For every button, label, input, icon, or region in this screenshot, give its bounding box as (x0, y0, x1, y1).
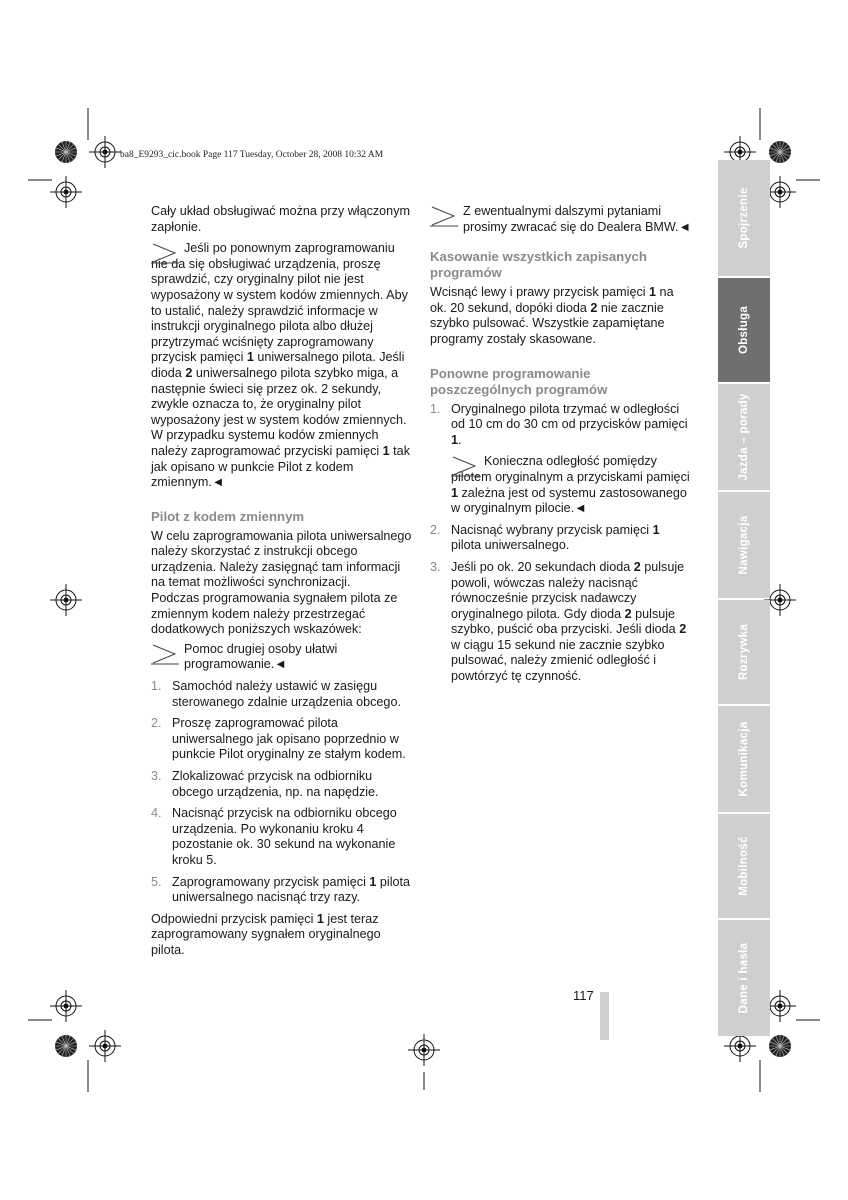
list-item: 3. Jeśli po ok. 20 sekundach dioda 2 pulsuje powoli, wówczas należy nacisnąć równocześnie przycisk nadawczy oryginalnego pilota. Gdy dioda 2 pulsuje szybko, puścić oba przyciski. Jeśli dioda 2 w ciągu 15 sekund nie zacznie szybko pulsować, należy zmienić odległość i powtórzyć tę czynność. (430, 559, 687, 684)
list-item-note (430, 454, 692, 516)
tab-nawigacja[interactable]: Nawigacja (718, 492, 770, 598)
heading-rolling-code: Pilot z kodem zmiennym (151, 508, 305, 524)
page-number: 117 (573, 988, 594, 1003)
note-reprogramming: Jeśli po ponownym zaprogramowaniu nie da się obsługiwać urządzenia, proszę sprawdzić, czy oryginalny pilot nie jest wyposażony w system kodów zmiennych. Aby to ustalić, należy sprawdzić informacje w instrukcji oryginalnego pilota albo dłużej przytrzymać wciśnięty zaprogramowany przycisk pamięci 1 uniwersalnego pilota. Jeśli dioda 2 uniwersalnego pilota szybko miga, a następnie świeci się przez ok. 2 sekundy, zwykle oznacza to, że oryginalny pilot wyposażony jest w system kodów zmiennych. W przypadku systemu kodów zmiennych należy zaprogramować przyciski pamięci 1 tak jak opisano w punkcie Pilot z kodem zmiennym.◄ (151, 241, 410, 490)
tab-spojrzenie[interactable]: Spojrzenie (718, 160, 770, 276)
closing-paragraph: Odpowiedni przycisk pamięci 1 jest teraz zaprogramowany sygnałem oryginalnego pilota. (151, 911, 381, 957)
heading-reprogram-single: Ponowne programowanie poszczególnych programów (430, 365, 608, 397)
reprogram-steps (430, 402, 692, 685)
list-item: 1. Samochód należy ustawić w zasięgu sterowanego zdalnie urządzenia obcego. (151, 679, 401, 709)
note-triangle-icon (151, 643, 179, 665)
file-info-header: ba8_E9293_cic.book Page 117 Tuesday, October 28, 2008 10:32 AM (120, 150, 384, 160)
note-dealer: Z ewentualnymi dalszymi pytaniami prosimy zwracać się do Dealera BMW.◄ (430, 204, 692, 235)
list-item: 2. Proszę zaprogramować pilota uniwersalnego jak opisano poprzednio w punkcie Pilot oryginalny ze stałym kodem. (151, 716, 406, 762)
rolling-code-paragraph-2: Podczas programowania sygnałem pilota ze zmiennym kodem należy przestrzegać dodatkowych poniższych wskazówek: (151, 591, 398, 637)
note-triangle-icon (151, 242, 179, 264)
right-column (430, 204, 692, 685)
rolling-code-paragraph-1: W celu zaprogramowania pilota uniwersalnego należy skorzystać z instrukcji obcego urządzenia. Należy zasięgnąć tam informacji na temat możliwości synchronizacji. (151, 528, 412, 590)
tab-dane-i-hasla[interactable]: Dane i hasła (718, 920, 770, 1036)
tab-jazda-porady[interactable]: Jazda – porady (718, 384, 770, 490)
rolling-code-steps (151, 679, 413, 906)
note-triangle-icon (430, 205, 458, 227)
list-item: 2. Nacisnąć wybrany przycisk pamięci 1 pilota uniwersalnego. (430, 522, 660, 553)
note-distance: Konieczna odległość pomiędzy pilotem oryginalnym a przyciskami pamięci 1 zależna jest od systemu zastosowanego w oryginalnym pilocie.◄ (451, 454, 690, 516)
tab-komunikacja[interactable]: Komunikacja (718, 706, 770, 812)
note-second-person: Pomoc drugiej osoby ułatwi programowanie.◄ (151, 642, 413, 673)
left-column (151, 204, 413, 959)
tab-obsluga[interactable]: Obsługa (718, 278, 770, 382)
list-item: 4. Nacisnąć przycisk na odbiorniku obcego urządzenia. Po wykonaniu kroku 4 pozostanie ok. 30 sekund na wykonanie kroku 5. (151, 806, 397, 867)
tab-rozrywka[interactable]: Rozrywka (718, 600, 770, 704)
page-number-bar (600, 992, 609, 1040)
delete-all-paragraph: Wcisnąć lewy i prawy przycisk pamięci 1 na ok. 20 sekund, dopóki dioda 2 nie zacznie szybko pulsować. Wszystkie zapamiętane programy zostały skasowane. (430, 285, 674, 346)
list-item: 3. Zlokalizować przycisk na odbiorniku obcego urządzenia, np. na napędzie. (151, 769, 379, 799)
list-item: 5. Zaprogramowany przycisk pamięci 1 pilota uniwersalnego nacisnąć trzy razy. (151, 874, 410, 905)
intro-paragraph: Cały układ obsługiwać można przy włączonym zapłonie. (151, 204, 410, 234)
note-triangle-icon (451, 455, 479, 477)
list-item: 1. Oryginalnego pilota trzymać w odległości od 10 cm do 30 cm od przycisków pamięci 1. (430, 401, 688, 447)
heading-delete-all: Kasowanie wszystkich zapisanych programów (430, 249, 647, 281)
tab-mobilnosc[interactable]: Mobilność (718, 814, 770, 918)
